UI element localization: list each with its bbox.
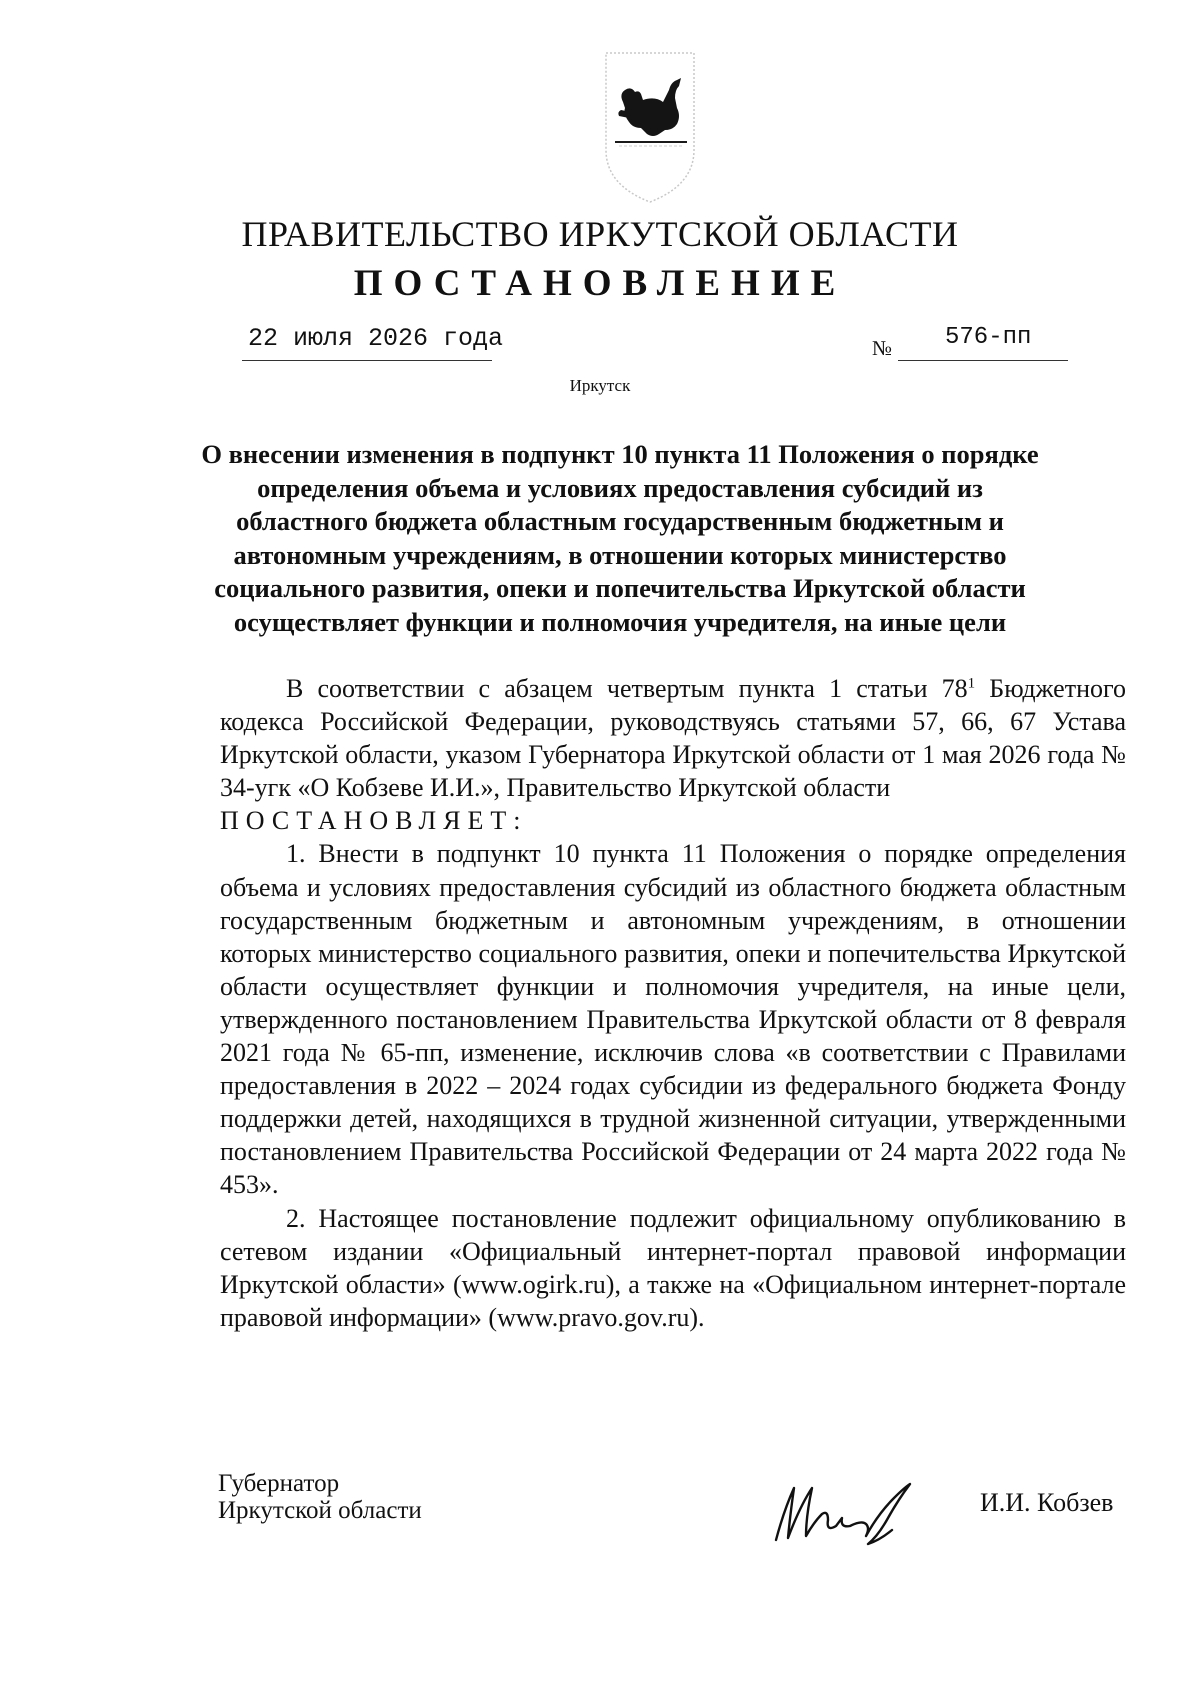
signer-position-line-1: Губернатор [218,1470,340,1497]
preamble-text-b: Бюджетного кодекса Российской Федерации, руководствуясь статьями 57, 66, 67 Устава Иркутской области, указом Губернатора Иркутской области от 1 мая 2026 года № 34-угк «О Кобзеве И.И.», Правительство Иркутской области [220,674,1127,803]
city-name: Иркутск [569,376,631,395]
article-superscript: 1 [967,675,976,692]
number-underline [898,360,1068,361]
document-body [220,672,1126,1334]
preamble-text-a: В соответствии с абзацем четвертым пункта 1 статьи 78 [286,674,968,703]
document-date: 22 июля 2026 года [248,324,504,353]
document-number: 576-пп [945,324,1032,351]
preamble-paragraph [220,672,1126,804]
item-2-paragraph: 2. Настоящее постановление подлежит официальному опубликованию в сетевом издании «Официальный интернет-портал правовой информации Иркутской области» (www.ogirk.ru), а также на «Официальном интернет-портале правовой информации» (www.pravo.gov.ru). [220,1203,1126,1332]
decree-word: ПОСТАНОВЛЯЕТ: [220,806,528,836]
signer-name: И.И. Кобзев [980,1488,1114,1517]
government-name: ПРАВИТЕЛЬСТВО ИРКУТСКОЙ ОБЛАСТИ [241,214,959,254]
signer-position-line-2: Иркутской области [218,1497,422,1524]
handwritten-signature-icon [770,1470,950,1550]
date-underline [242,360,492,361]
irkutsk-coat-of-arms-icon [603,50,697,205]
item-1-paragraph: 1. Внести в подпункт 10 пункта 11 Положения о порядке определения объема и условиях предоставления субсидий из областного бюджета областным государственным бюджетным и автономным учреждениям, в отношении которых министерство социального развития, опеки и попечительства Иркутской области осуществляет функции и полномочия учредителя, на иные цели, утвержденного постановлением Правительства Иркутской области от 8 февраля 2021 года № 65-пп, изменение, исключив слова «в соответствии с Правилами предоставления в 2022 – 2024 годах субсидии из федерального бюджета Фонду поддержки детей, находящихся в трудной жизненной ситуации, утвержденными постановлением Правительства Российской Федерации от 24 марта 2022 года № 453». [220,839,1126,1200]
number-label: № [872,336,893,360]
signer-position [218,1470,422,1524]
document-type: ПОСТАНОВЛЕНИЕ [353,263,847,304]
document-heading: О внесении изменения в подпункт 10 пункта 11 Положения о порядке определения объема и условиях предоставления субсидий из областного бюджета областным государственным бюджетным и автономным учреждениям, в отношении которых министерство социального развития, опеки и попечительства Иркутской области осуществляет функции и полномочия учредителя, на иные цели [201,439,1039,637]
